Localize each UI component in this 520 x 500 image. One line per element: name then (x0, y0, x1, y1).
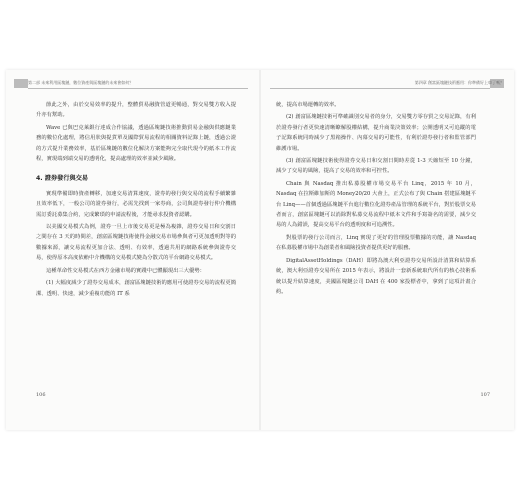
paragraph: 節此之外，由於交易效率的提升，整體貿易融資管道更暢通，對交易雙方收入提升亦有幫助。 (36, 102, 236, 119)
list-item: (3) 創富區塊鏈技術使得證券交易日和交割日間時差從 1-3 天縮短至 10 分鐘，減少了交易的風險，提高了交易的效率和可控性。 (276, 158, 476, 175)
book-spread (6, 70, 514, 430)
left-body-text (36, 100, 236, 299)
paragraph: 實現準備即時資產轉移，加速交易清算速度，證券的發行與交易的流程手續繁雜且效率低下，一般公司的證券發行，必需先找到一家券商，公司與證券發行仲介機構需訂委託募集合約，完成繁瑣的申請流程後，才能尋求投資者認購。 (36, 190, 236, 218)
paragraph: DigitalAssetHoldings（DAH）即將為澳大利亞證券交易所設計清算和結算系統，澳大利亞證券交易所在 2015 年表示，將設計一套新系統取代所有的核心技術系統以提升結算速度，美國區塊鏈公司 DAH 在 400 家投標者中，拿到了這項計畫合約。 (276, 257, 476, 295)
right-body-text (276, 100, 476, 297)
paragraph: Chain 與 Nasdaq 推出私募股權市場交易平台 Linq，2015 年 10 月，Nasdaq 在拉斯維加斯的 Money20/20 大會上，正式公布了與 Chain 搭建區塊鏈平台 Linq——首個透過區塊鏈平台進行數位化證券產品管理的系統平台，對於股票交易者而言，創富區塊鏈可以消除對私募交易流程中紙本文件和手寫簽名的需要，減少交易的人為錯誤，提高交易平台的透明度和可追溯性。 (276, 180, 476, 229)
list-item: (1) 大幅度減少了證券交易成本，創富區塊鏈技術的應用可使證券交易的流程更簡潔、透明、快速，減少重複功能的 IT 系 (36, 280, 236, 297)
header-rule (270, 88, 490, 89)
chapter-tab-marker (14, 79, 28, 88)
book-gutter (259, 70, 261, 430)
page-number: 106 (36, 392, 46, 398)
paragraph: 以美國交易模式為例，證券一旦上市後交易更是極為複雜，證券交易日和交割日之間存在 3 天的時間差，創富區塊鏈技術使得金融交易市場參與者可更加透明對等的數據來源，讓交易流程更加合法、透明、有效率，透過共用的網路系統參與證券交易，使得原本高度依賴中介機構的交易模式變為分散式的平台網路交易模式。 (36, 224, 236, 262)
page-number: 107 (480, 392, 490, 398)
paragraph: Wave 已與巴克萊銀行達成合作協議，透過區塊鏈技術推動貿易金融與供應鏈業務的數位化處理，將信用狀與提貨單及國際貿易流程的相關資料記錄上鏈，透過公證的方式提升業務效率，基於區塊鏈的數位化解決方案能夠完全取代現今的紙本工作流程，實現端到端交易的透明化，提高處理的效率並減少風險。 (36, 124, 236, 163)
left-running-header: 第二部 未來利用區塊鏈，數位資產與區塊鏈的未來會如何？ (28, 80, 134, 85)
paragraph: 對股票的發行公司而言，Linq 實現了更好的管理股票數據的功能，讓 Nasdaq 在私募股權市場中為創業者和風險投資者提供更好的服務。 (276, 234, 476, 252)
right-running-header: 第四章 創富區塊鏈技術應用：你準備好上車了嗎？ (414, 80, 504, 85)
list-item: (2) 創富區塊鏈技術可準確識別交易者的身分，交易雙方零存貿之交易記錄，有利於證券發行者更快速清晰瞭解股權結構，提升商業決策效率；公開透明又可追蹤的電子記錄系統同時減少了黑箱操作、內幕交易的可能性，有利於證券發行者和監管部門維護市場。 (276, 114, 476, 152)
right-page (262, 70, 512, 430)
paragraph: 這種革命性交易模式在西方金融市場的實踐中已體顯現出三大優勢： (46, 267, 205, 274)
header-rule (28, 88, 248, 89)
paragraph: 統，提高市場運轉的效率。 (276, 102, 340, 108)
left-page (6, 70, 256, 430)
section-heading: 4. 證券發行與交易 (36, 175, 89, 183)
